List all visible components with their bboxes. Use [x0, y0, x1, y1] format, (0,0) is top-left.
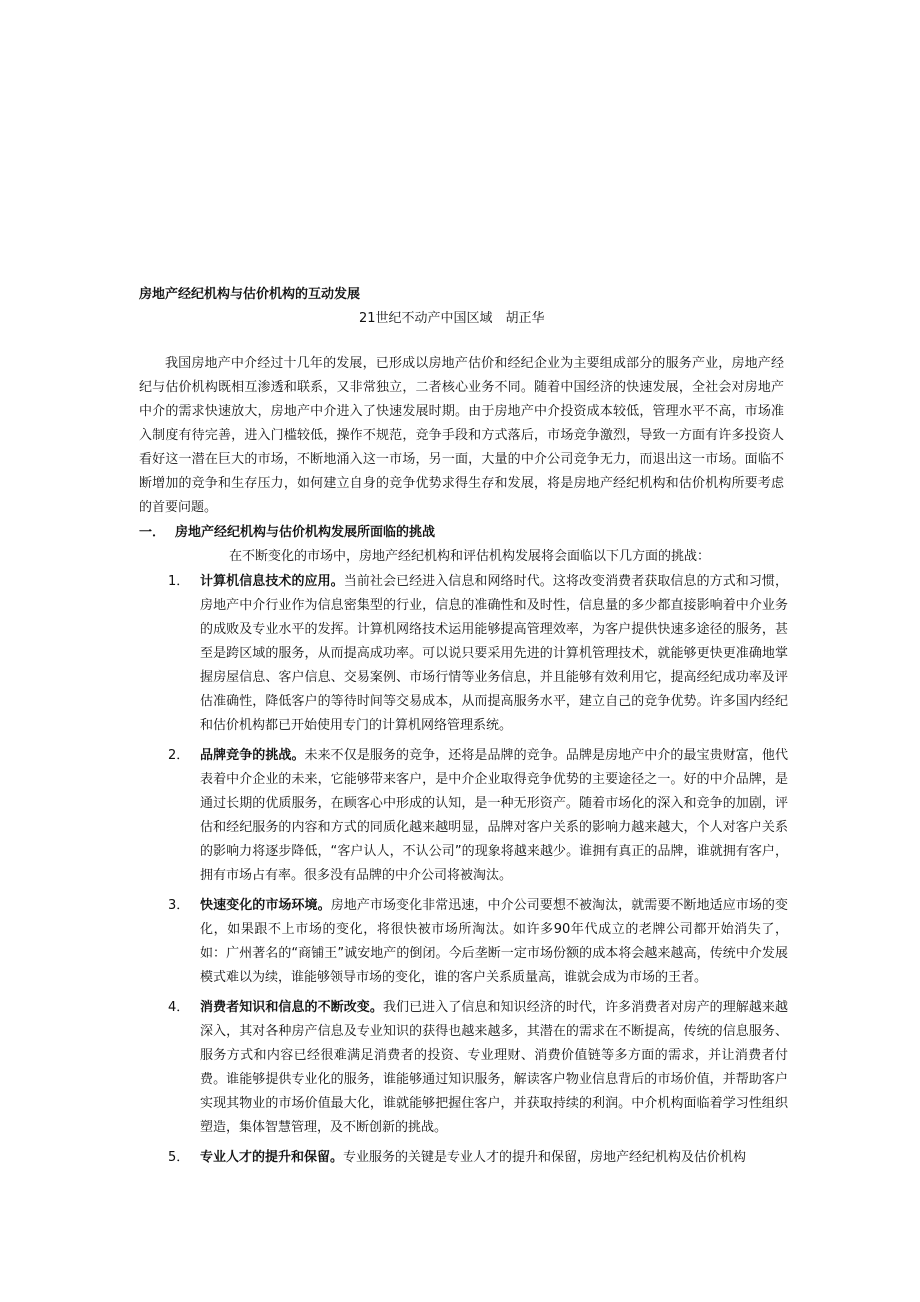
list-item-heading: 快速变化的市场环境。 [200, 898, 331, 913]
document-title: 房地产经纪机构与估价机构的互动发展 [139, 287, 361, 302]
list-item [168, 894, 788, 990]
list-item-heading: 专业人才的提升和保留。 [200, 1150, 344, 1165]
list-item-heading: 消费者知识和信息的不断改变。 [200, 1000, 383, 1015]
list-item-number: 2． [168, 748, 190, 763]
list-item-number: 4． [168, 1000, 190, 1015]
list-item-number: 1． [168, 574, 190, 589]
list-item-heading: 计算机信息技术的应用。 [200, 574, 344, 589]
list-item-text: 房地产市场变化非常迅速，中介公司要想不被淘汰，就需要不断地适应市场的变化，如果跟不上市场的变化，将很快被市场所淘汰。如许多90年代成立的老牌公司都开始消失了，如：广州著名的“商铺王”诚安地产的倒闭。今后垄断一定市场份额的成本将会越来越高，传统中介发展模式难以为续，谁能够领导市场的变化，谁的客户关系质量高，谁就会成为市场的王者。 [200, 898, 788, 985]
section-heading [139, 524, 779, 542]
section-number: 一． [139, 525, 166, 540]
list-item [168, 570, 788, 738]
list-item [168, 1146, 788, 1170]
section-title: 房地产经纪机构与估价机构发展所面临的挑战 [175, 525, 436, 540]
list-item-number: 3． [168, 898, 190, 913]
list-item-text: 未来不仅是服务的竞争，还将是品牌的竞争。品牌是房地产中介的最宝贵财富，他代表着中介企业的未来，它能够带来客户，是中介企业取得竞争优势的主要途径之一。好的中介品牌，是通过长期的优质服务，在顾客心中形成的认知，是一种无形资产。随着市场化的深入和竞争的加剧，评估和经纪服务的内容和方式的同质化越来越明显，品牌对客户关系的影响力越来越大，个人对客户关系的影响力将逐步降低，“客户认人，不认公司”的现象将越来越少。谁拥有真正的品牌，谁就拥有客户，拥有市场占有率。很多没有品牌的中介公司将被淘汰。 [200, 748, 788, 883]
list-item-heading: 品牌竞争的挑战。 [200, 748, 305, 763]
challenge-list [168, 570, 788, 1176]
document-author: 21世纪不动产中国区域 胡正华 [359, 311, 545, 326]
intro-paragraph: 我国房地产中介经过十几年的发展，已形成以房地产估价和经纪企业为主要组成部分的服务产业，房地产经纪与估价机构既相互渗透和联系，又非常独立，二者核心业务不同。随着中国经济的快速发展，全社会对房地产中介的需求快速放大，房地产中介进入了快速发展时期。由于房地产中介投资成本较低，管理水平不高，市场准入制度有待完善，进入门槛较低，操作不规范，竞争手段和方式落后，市场竞争激烈，导致一方面有许多投资人看好这一潜在巨大的市场，不断地涌入这一市场，另一面，大量的中介公司竞争无力，而退出这一市场。面临不断增加的竞争和生存压力，如何建立自身的竞争优势求得生存和发展，将是房地产经纪机构和估价机构所要考虑的首要问题。 [139, 356, 784, 515]
list-item [168, 996, 788, 1140]
list-item-text: 我们已进入了信息和知识经济的时代，许多消费者对房产的理解越来越深入，其对各种房产信息及专业知识的获得也越来越多，其潜在的需求在不断提高，传统的信息服务、服务方式和内容已经很难满足消费者的投资、专业理财、消费价值链等多方面的需求，并让消费者付费。谁能够提供专业化的服务，谁能够通过知识服务，解读客户物业信息背后的市场价值，并帮助客户实现其物业的市场价值最大化，谁就能够把握住客户，并获取持续的利润。中介机构面临着学习性组织塑造，集体智慧管理，及不断创新的挑战。 [200, 1000, 788, 1135]
section-lead: 在不断变化的市场中，房地产经纪机构和评估机构发展将会面临以下几方面的挑战： [229, 549, 711, 564]
list-item [168, 744, 788, 888]
list-item-number: 5． [168, 1150, 190, 1165]
list-item-text: 专业服务的关键是专业人才的提升和保留，房地产经纪机构及估价机构 [343, 1150, 747, 1165]
list-item-text: 当前社会已经进入信息和网络时代。这将改变消费者获取信息的方式和习惯，房地产中介行业作为信息密集型的行业，信息的准确性和及时性，信息量的多少都直接影响着中介业务的成败及专业水平的发挥。计算机网络技术运用能够提高管理效率，为客户提供快速多途径的服务，甚至是跨区域的服务，从而提高成功率。可以说只要采用先进的计算机管理技术，就能够更快更准确地掌握房屋信息、客户信息、交易案例、市场行情等业务信息，并且能够有效利用它，提高经纪成功率及评估准确性，降低客户的等待时间等交易成本，从而提高服务水平，建立自己的竞争优势。许多国内经纪和估价机构都已开始使用专门的计算机网络管理系统。 [200, 574, 788, 733]
